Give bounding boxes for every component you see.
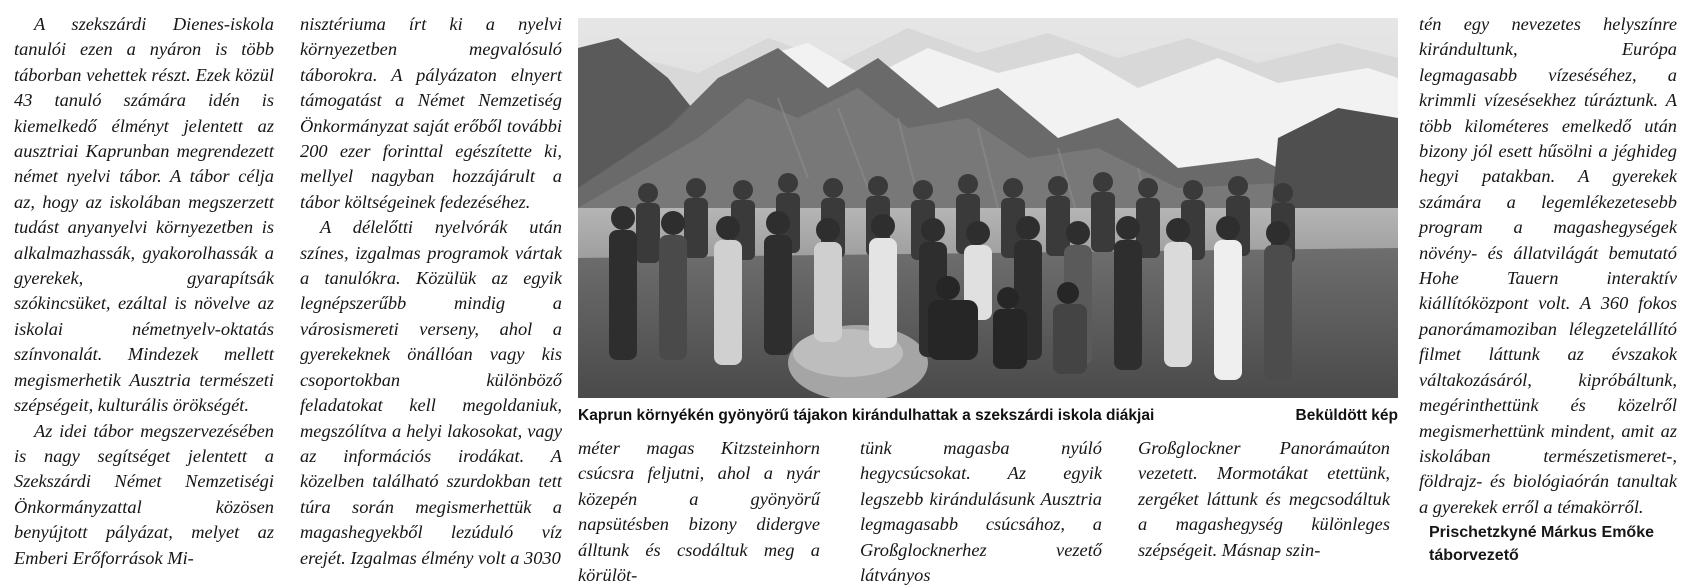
article-paragraph: A szekszárdi Dienes-iskola tanulói ezen a nyáron is több táborban vehettek részt. Ezek közül 43 tanuló számára idén is kiemelkedő élményt jelentett az ausztriai Kaprunban megrendezett német nyelvi tábor. A tábor célja az, hogy az iskolában megszerzett tudást anyanyelvi környezetben is alkalmazhassák, gyakorolhassák a gyerekek, gyarapítsák szókincsüket, ezáltal is növelve az iskolai németnyelv-oktatás színvonalát. Mindezek mellett megismerhetik Ausztria természeti szépségeit, kulturális örökségét. — [14, 14, 274, 416]
article-paragraph: nisztériuma írt ki a nyelvi környezetben megvalósuló táborokra. A pályázaton elnyert támogatást a Német Nemzetiség Önkormányzat saját erőből további 200 ezer forinttal egészítette ki, mellyel nagyban hozzájárult a tábor költségeinek fedezéséhez. — [300, 14, 562, 212]
author-name: Prischetzkyné Márkus Emőke — [1429, 524, 1654, 542]
article-paragraph: Az idei tábor megszervezésében is nagy segítséget jelentett a Szekszárdi Német Nemzetiségi Önkormányzattal közösen benyújtott pályázat, melyet az Emberi Erőforrások Mi- — [14, 420, 274, 568]
group-photo — [578, 18, 1398, 398]
article-column-2 — [300, 12, 562, 571]
article-paragraph: Großglockner Panorámaúton vezetett. Mormotákat etettünk, zergéket láttunk és megcsodáltuk a magashegység különleges szépségeit. Másnap szin- — [1138, 438, 1390, 560]
article-paragraph: méter magas Kitzsteinhorn csúcsra feljutni, ahol a nyár közepén a gyönyörű napsütésben bizony didergve álltunk és csodáltuk meg a körülöt- — [578, 438, 820, 586]
article-column-6 — [1419, 12, 1677, 568]
article-paragraph: A délelőtti nyelvórák után színes, izgalmas programok vártak a tanulókra. Közülük az egyik legnépszerűbb mindig a városismereti verseny, ahol a gyerekeknek önállóan vagy kis csoportokban különböző feladatokat kell megoldaniuk, megszólítva a helyi lakosokat, vagy az információs irodákat. A közelben található szurdokban tett túra során megismerhettük a magashegyekből lezúduló víz erejét. Izgalmas élmény volt a 3030 — [300, 217, 562, 568]
photo-caption-row — [578, 403, 1398, 429]
article-column-1 — [14, 12, 274, 571]
photo-illustration — [578, 18, 1398, 398]
article-column-4 — [860, 436, 1102, 588]
article-paragraph: tén egy nevezetes helyszínre kirándultunk, Európa legmagasabb vízeséséhez, a krimmli vízesésekhez túráztunk. A több kilométeres emelkedő után bizony jól esett hűsölni a jéghideg hegyi patakban. A gyerekek számára a legemlékezetesebb program a magashegységek növény- és állatvilágát bemutató Hohe Tauern interaktív kiállítóközpont volt. A 360 fokos panorámamoziban lélegzetelállító filmet láttunk az évszakok váltakozásáról, kipróbáltunk, megérinthettünk és közelről megismerhettünk mindent, amit az iskolában természetismeret-, földrajz- és biológiaórán tanultak a gyerekek erről a témakörről. — [1419, 14, 1677, 517]
photo-caption: Kaprun környékén gyönyörű tájakon kirándulhattak a szekszárdi iskola diákjai — [578, 407, 1155, 424]
author-role: táborvezető — [1429, 547, 1519, 565]
article-lower-columns — [578, 436, 1398, 586]
article-paragraph: tünk magasba nyúló hegycsúcsokat. Az egyik legszebb kirándulásunk Ausztria legmagasabb csúcsához, a Großglocknerhez vezető látványos — [860, 438, 1102, 586]
photo-credit: Beküldött kép — [1295, 407, 1398, 424]
article-column-5 — [1138, 436, 1390, 563]
article-column-3 — [578, 436, 820, 588]
